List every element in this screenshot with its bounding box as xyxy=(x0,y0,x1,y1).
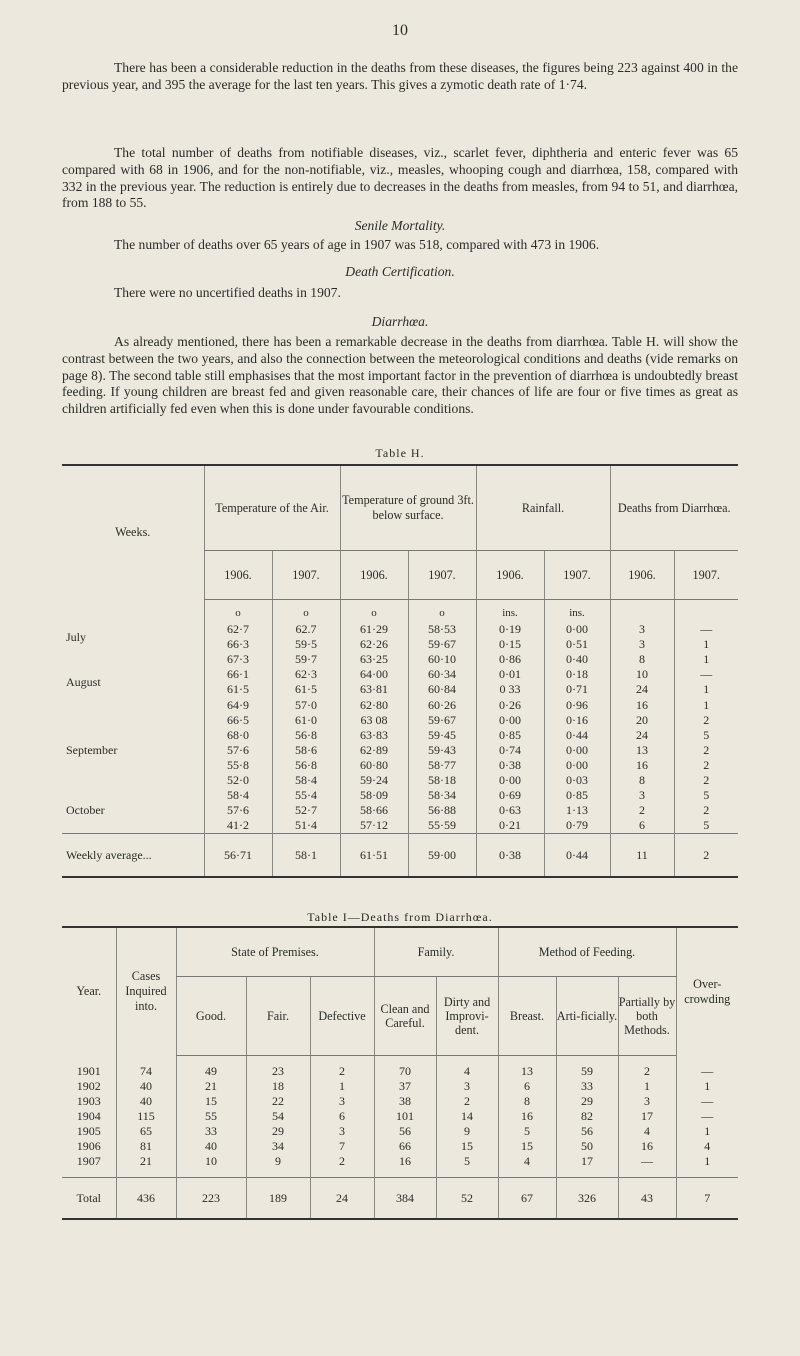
year-cell: 1906 xyxy=(76,1139,101,1153)
table-cell: 33 xyxy=(176,1124,246,1139)
table-cell: 4 xyxy=(618,1124,676,1139)
table-cell: 3 xyxy=(610,637,674,652)
table-cell: 60·34 xyxy=(408,667,476,682)
header-dirty: Dirty and Improvi-dent. xyxy=(436,977,498,1056)
table-cell: 68·0 xyxy=(204,728,272,743)
table-cell: 58·77 xyxy=(408,758,476,773)
table-cell: 50 xyxy=(556,1139,618,1154)
header-ground-temperature: Temperature of ground 3ft. below surface. xyxy=(340,465,476,551)
table-row xyxy=(62,1139,738,1154)
table-cell: 0·19 xyxy=(476,622,544,637)
table-cell: 62·3 xyxy=(272,667,340,682)
table-cell: 70 xyxy=(374,1064,436,1079)
header-artificially: Arti-ficially. xyxy=(556,977,618,1056)
paragraph-zymotic: There has been a considerable reduction in the deaths from these diseases, the figures being 223 against 400 in the previous year, and 395 the average for the last ten years. This gives a zymotic death rate of 1·74. xyxy=(62,60,738,92)
unit-label: o xyxy=(204,600,272,623)
table-cell: 3 xyxy=(610,788,674,803)
header-year: 1906. xyxy=(204,551,272,600)
unit-label: o xyxy=(408,600,476,623)
table-cell: 61·5 xyxy=(272,682,340,697)
table-cell: 62·89 xyxy=(340,743,408,758)
total-cell: 24 xyxy=(310,1178,374,1220)
table-cell: 59·5 xyxy=(272,637,340,652)
table-cell: 5 xyxy=(436,1154,498,1169)
total-cell: 223 xyxy=(176,1178,246,1220)
table-cell: 15 xyxy=(436,1139,498,1154)
table-cell: 56·8 xyxy=(272,758,340,773)
table-cell: 64·9 xyxy=(204,697,272,712)
header-weeks: Weeks. xyxy=(115,525,151,540)
table-cell: 2 xyxy=(436,1094,498,1109)
table-cell: 0·18 xyxy=(544,667,610,682)
table-cell: 38 xyxy=(374,1094,436,1109)
table-row xyxy=(62,1079,738,1094)
table-cell: 63 08 xyxy=(340,713,408,728)
heading-death-certification: Death Certification. xyxy=(345,264,455,279)
table-row xyxy=(62,1109,738,1124)
table-cell: 37 xyxy=(374,1079,436,1094)
weekly-average-label: Weekly average... xyxy=(62,834,204,878)
table-cell: 49 xyxy=(176,1064,246,1079)
table-cell: 10 xyxy=(610,667,674,682)
total-label: Total xyxy=(62,1178,116,1220)
table-cell: 24 xyxy=(610,728,674,743)
year-cell: 1902 xyxy=(76,1079,101,1093)
table-cell: 16 xyxy=(498,1109,556,1124)
table-row xyxy=(62,622,738,637)
table-i-title: Table I—Deaths from Diarrhœa. xyxy=(307,910,493,924)
table-cell: 63·81 xyxy=(340,682,408,697)
page-number: 10 xyxy=(392,22,408,39)
month-label: October xyxy=(66,803,105,818)
table-cell: 0·21 xyxy=(476,818,544,834)
table-cell: 2 xyxy=(618,1064,676,1079)
table-cell: 56·88 xyxy=(408,803,476,818)
table-cell: 13 xyxy=(498,1064,556,1079)
table-cell: 59·67 xyxy=(408,713,476,728)
table-cell: 62.7 xyxy=(272,622,340,637)
month-label: August xyxy=(66,674,101,689)
table-cell: 9 xyxy=(246,1154,310,1169)
header-breast: Breast. xyxy=(498,977,556,1056)
table-cell: 58·34 xyxy=(408,788,476,803)
table-cell: 8 xyxy=(610,652,674,667)
average-cell: 59·00 xyxy=(408,834,476,878)
table-cell: 63·25 xyxy=(340,652,408,667)
table-cell: 41·2 xyxy=(204,818,272,834)
table-h xyxy=(62,464,738,878)
unit-label: ins. xyxy=(544,600,610,623)
table-cell: 60·10 xyxy=(408,652,476,667)
table-cell: 59·24 xyxy=(340,773,408,788)
year-cell: 1901 xyxy=(76,1064,101,1078)
header-year: 1906. xyxy=(340,551,408,600)
header-overcrowding: Over-crowding xyxy=(676,927,738,1056)
month-label: September xyxy=(66,742,118,757)
table-cell: 5 xyxy=(674,728,738,743)
table-cell: 0·03 xyxy=(544,773,610,788)
table-cell: 5 xyxy=(674,788,738,803)
table-cell: 3 xyxy=(310,1094,374,1109)
table-cell: 1 xyxy=(676,1124,738,1139)
table-cell: 1 xyxy=(674,637,738,652)
unit-label: o xyxy=(340,600,408,623)
table-cell: 16 xyxy=(610,697,674,712)
table-cell: 56 xyxy=(374,1124,436,1139)
table-cell: 2 xyxy=(674,713,738,728)
table-cell: 61·29 xyxy=(340,622,408,637)
table-cell: 16 xyxy=(618,1139,676,1154)
table-cell: 58·4 xyxy=(272,773,340,788)
table-cell: 17 xyxy=(618,1109,676,1124)
table-cell: 0·00 xyxy=(544,743,610,758)
table-cell: 59·67 xyxy=(408,637,476,652)
table-cell: 3 xyxy=(610,622,674,637)
table-h-title: Table H. xyxy=(375,446,425,460)
table-cell: 16 xyxy=(374,1154,436,1169)
table-cell: — xyxy=(676,1064,738,1079)
table-cell: 55·59 xyxy=(408,818,476,834)
unit-label xyxy=(674,600,738,623)
table-cell: 0·38 xyxy=(476,758,544,773)
header-feeding: Method of Feeding. xyxy=(498,927,676,977)
table-cell: 56 xyxy=(556,1124,618,1139)
total-cell: 7 xyxy=(676,1178,738,1220)
table-cell: 57·6 xyxy=(204,743,272,758)
table-cell: 0·00 xyxy=(476,773,544,788)
table-cell: 74 xyxy=(116,1064,176,1079)
average-cell: 61·51 xyxy=(340,834,408,878)
table-cell: 0·63 xyxy=(476,803,544,818)
table-cell: — xyxy=(674,622,738,637)
table-cell: 5 xyxy=(498,1124,556,1139)
table-cell: 61·0 xyxy=(272,713,340,728)
total-cell: 189 xyxy=(246,1178,310,1220)
table-cell: 23 xyxy=(246,1064,310,1079)
table-cell: 2 xyxy=(674,743,738,758)
table-cell: — xyxy=(676,1109,738,1124)
table-cell: 58·66 xyxy=(340,803,408,818)
table-cell: 7 xyxy=(310,1139,374,1154)
table-cell: 58·09 xyxy=(340,788,408,803)
table-cell: 16 xyxy=(610,758,674,773)
table-cell: 0·00 xyxy=(476,713,544,728)
table-cell: 82 xyxy=(556,1109,618,1124)
average-cell: 2 xyxy=(674,834,738,878)
table-cell: 60·84 xyxy=(408,682,476,697)
table-cell: 0·26 xyxy=(476,697,544,712)
table-cell: 55·4 xyxy=(272,788,340,803)
table-cell: 52·0 xyxy=(204,773,272,788)
table-row xyxy=(62,1154,738,1169)
table-row xyxy=(62,1094,738,1109)
average-cell: 0·44 xyxy=(544,834,610,878)
year-cell: 1907 xyxy=(76,1154,101,1168)
table-cell: 22 xyxy=(246,1094,310,1109)
table-cell: 0·44 xyxy=(544,728,610,743)
table-cell: 59 xyxy=(556,1064,618,1079)
table-cell: 10 xyxy=(176,1154,246,1169)
year-cell: 1905 xyxy=(76,1124,101,1138)
header-deaths: Deaths from Diarrhœa. xyxy=(610,465,738,551)
table-cell: — xyxy=(674,667,738,682)
table-cell: 62·80 xyxy=(340,697,408,712)
table-cell: 66·1 xyxy=(204,667,272,682)
table-cell: — xyxy=(618,1154,676,1169)
table-cell: 2 xyxy=(310,1064,374,1079)
table-cell: 18 xyxy=(246,1079,310,1094)
table-cell: 59·45 xyxy=(408,728,476,743)
table-cell: 66·5 xyxy=(204,713,272,728)
header-rainfall: Rainfall. xyxy=(476,465,610,551)
table-cell: 1 xyxy=(618,1079,676,1094)
table-cell: 21 xyxy=(176,1079,246,1094)
table-cell: 9 xyxy=(436,1124,498,1139)
table-cell: 66 xyxy=(374,1139,436,1154)
table-cell: 8 xyxy=(610,773,674,788)
table-cell: 57·0 xyxy=(272,697,340,712)
table-cell: 15 xyxy=(176,1094,246,1109)
table-cell: 58·53 xyxy=(408,622,476,637)
table-cell: 0·79 xyxy=(544,818,610,834)
table-cell: 65 xyxy=(116,1124,176,1139)
table-cell: 14 xyxy=(436,1109,498,1124)
unit-label: o xyxy=(272,600,340,623)
unit-label xyxy=(610,600,674,623)
table-cell: — xyxy=(676,1094,738,1109)
header-year: 1907. xyxy=(674,551,738,600)
table-row xyxy=(62,1124,738,1139)
table-cell: 2 xyxy=(674,773,738,788)
table-cell: 17 xyxy=(556,1154,618,1169)
table-cell: 2 xyxy=(610,803,674,818)
unit-label: ins. xyxy=(476,600,544,623)
table-cell: 6 xyxy=(498,1079,556,1094)
header-fair: Fair. xyxy=(246,977,310,1056)
table-cell: 1 xyxy=(674,697,738,712)
total-cell: 326 xyxy=(556,1178,618,1220)
year-cell: 1904 xyxy=(76,1109,101,1123)
table-cell: 1 xyxy=(676,1079,738,1094)
header-family: Family. xyxy=(374,927,498,977)
table-cell: 21 xyxy=(116,1154,176,1169)
header-premises: State of Premises. xyxy=(176,927,374,977)
table-cell: 5 xyxy=(674,818,738,834)
table-cell: 58·6 xyxy=(272,743,340,758)
table-cell: 64·00 xyxy=(340,667,408,682)
table-cell: 0·00 xyxy=(544,758,610,773)
table-cell: 29 xyxy=(246,1124,310,1139)
table-cell: 81 xyxy=(116,1139,176,1154)
header-year: 1906. xyxy=(476,551,544,600)
paragraph-diarrhoea: As already mentioned, there has been a remarkable decrease in the deaths from diarrhœa. Table H. will show the contrast between the two years, and also the connection between the meteorological conditions and deaths (vide remarks on page 8). The second table still emphasises that the most important factor in the prevention of diarrhœa is undoubtedly breast feeding. If young children are breast fed and given reasonable care, their chances of life are four or five times as great as children artificially fed even when this is done under favourable conditions. xyxy=(62,334,738,417)
table-cell: 57·6 xyxy=(204,803,272,818)
table-cell: 1 xyxy=(310,1079,374,1094)
header-year: 1907. xyxy=(408,551,476,600)
header-year: 1907. xyxy=(272,551,340,600)
table-cell: 8 xyxy=(498,1094,556,1109)
table-cell: 0·85 xyxy=(476,728,544,743)
table-cell: 60·26 xyxy=(408,697,476,712)
header-year: Year. xyxy=(76,984,102,999)
table-cell: 40 xyxy=(116,1094,176,1109)
header-good: Good. xyxy=(176,977,246,1056)
header-partially: Partially by both Methods. xyxy=(618,977,676,1056)
table-cell: 0·51 xyxy=(544,637,610,652)
table-cell: 59·43 xyxy=(408,743,476,758)
table-cell: 24 xyxy=(610,682,674,697)
table-cell: 60·80 xyxy=(340,758,408,773)
table-cell: 3 xyxy=(618,1094,676,1109)
total-cell: 52 xyxy=(436,1178,498,1220)
table-cell: 115 xyxy=(116,1109,176,1124)
table-cell: 40 xyxy=(116,1079,176,1094)
table-cell: 62·26 xyxy=(340,637,408,652)
table-cell: 40 xyxy=(176,1139,246,1154)
total-cell: 384 xyxy=(374,1178,436,1220)
total-cell: 67 xyxy=(498,1178,556,1220)
heading-diarrhoea: Diarrhœa. xyxy=(371,314,429,329)
table-cell: 4 xyxy=(436,1064,498,1079)
total-row xyxy=(62,1178,738,1220)
table-cell: 2 xyxy=(310,1154,374,1169)
table-cell: 6 xyxy=(610,818,674,834)
average-cell: 0·38 xyxy=(476,834,544,878)
header-air-temperature: Temperature of the Air. xyxy=(204,465,340,551)
table-cell: 58·4 xyxy=(204,788,272,803)
table-cell: 62·7 xyxy=(204,622,272,637)
paragraph-notifiable: The total number of deaths from notifiable diseases, viz., scarlet fever, diphtheria and enteric fever was 65 compared with 68 in 1906, and for the non-notifiable, viz., measles, whooping cough and diarrhœa, 158, compared with 332 in the previous year. The reduction is entirely due to decreases in the deaths from measles, from 94 to 51, and diarrhœa, from 188 to 55. xyxy=(62,145,738,211)
average-cell: 56·71 xyxy=(204,834,272,878)
average-cell: 58·1 xyxy=(272,834,340,878)
month-label: July xyxy=(66,629,87,644)
table-row xyxy=(62,1064,738,1079)
year-cell: 1903 xyxy=(76,1094,101,1108)
table-cell: 61·5 xyxy=(204,682,272,697)
table-cell: 0·69 xyxy=(476,788,544,803)
table-cell: 59·7 xyxy=(272,652,340,667)
table-cell: 13 xyxy=(610,743,674,758)
paragraph-senile: The number of deaths over 65 years of age in 1907 was 518, compared with 473 in 1906. xyxy=(114,237,600,252)
table-cell: 2 xyxy=(674,803,738,818)
table-cell: 0·86 xyxy=(476,652,544,667)
table-cell: 0·40 xyxy=(544,652,610,667)
table-cell: 54 xyxy=(246,1109,310,1124)
table-cell: 51·4 xyxy=(272,818,340,834)
table-cell: 1 xyxy=(676,1154,738,1169)
header-cases: Cases Inquired into. xyxy=(116,927,176,1056)
table-cell: 55·8 xyxy=(204,758,272,773)
table-cell: 29 xyxy=(556,1094,618,1109)
header-defective: Defective xyxy=(310,977,374,1056)
table-row xyxy=(62,713,738,728)
table-cell: 0·15 xyxy=(476,637,544,652)
table-cell: 55 xyxy=(176,1109,246,1124)
table-cell: 67·3 xyxy=(204,652,272,667)
header-year: 1906. xyxy=(610,551,674,600)
table-i xyxy=(62,926,738,1220)
table-cell: 63·83 xyxy=(340,728,408,743)
table-cell: 33 xyxy=(556,1079,618,1094)
table-cell: 6 xyxy=(310,1109,374,1124)
table-cell: 15 xyxy=(498,1139,556,1154)
table-cell: 57·12 xyxy=(340,818,408,834)
header-year: 1907. xyxy=(544,551,610,600)
table-cell: 3 xyxy=(436,1079,498,1094)
table-cell: 58·18 xyxy=(408,773,476,788)
table-cell: 0·00 xyxy=(544,622,610,637)
average-cell: 11 xyxy=(610,834,674,878)
table-cell: 20 xyxy=(610,713,674,728)
table-cell: 4 xyxy=(676,1139,738,1154)
table-cell: 0·96 xyxy=(544,697,610,712)
table-row xyxy=(62,788,738,803)
total-cell: 436 xyxy=(116,1178,176,1220)
table-cell: 1·13 xyxy=(544,803,610,818)
table-cell: 0·01 xyxy=(476,667,544,682)
header-clean: Clean and Careful. xyxy=(374,977,436,1056)
heading-senile-mortality: Senile Mortality. xyxy=(354,218,446,233)
table-cell: 66·3 xyxy=(204,637,272,652)
table-cell: 0·16 xyxy=(544,713,610,728)
table-cell: 4 xyxy=(498,1154,556,1169)
table-cell: 1 xyxy=(674,652,738,667)
table-cell: 3 xyxy=(310,1124,374,1139)
paragraph-certification: There were no uncertified deaths in 1907. xyxy=(114,285,341,300)
table-cell: 34 xyxy=(246,1139,310,1154)
table-cell: 2 xyxy=(674,758,738,773)
table-cell: 0·85 xyxy=(544,788,610,803)
total-cell: 43 xyxy=(618,1178,676,1220)
table-cell: 1 xyxy=(674,682,738,697)
table-cell: 56·8 xyxy=(272,728,340,743)
table-cell: 0 33 xyxy=(476,682,544,697)
table-cell: 52·7 xyxy=(272,803,340,818)
table-cell: 0·71 xyxy=(544,682,610,697)
table-cell: 101 xyxy=(374,1109,436,1124)
table-row xyxy=(62,652,738,667)
table-cell: 0·74 xyxy=(476,743,544,758)
